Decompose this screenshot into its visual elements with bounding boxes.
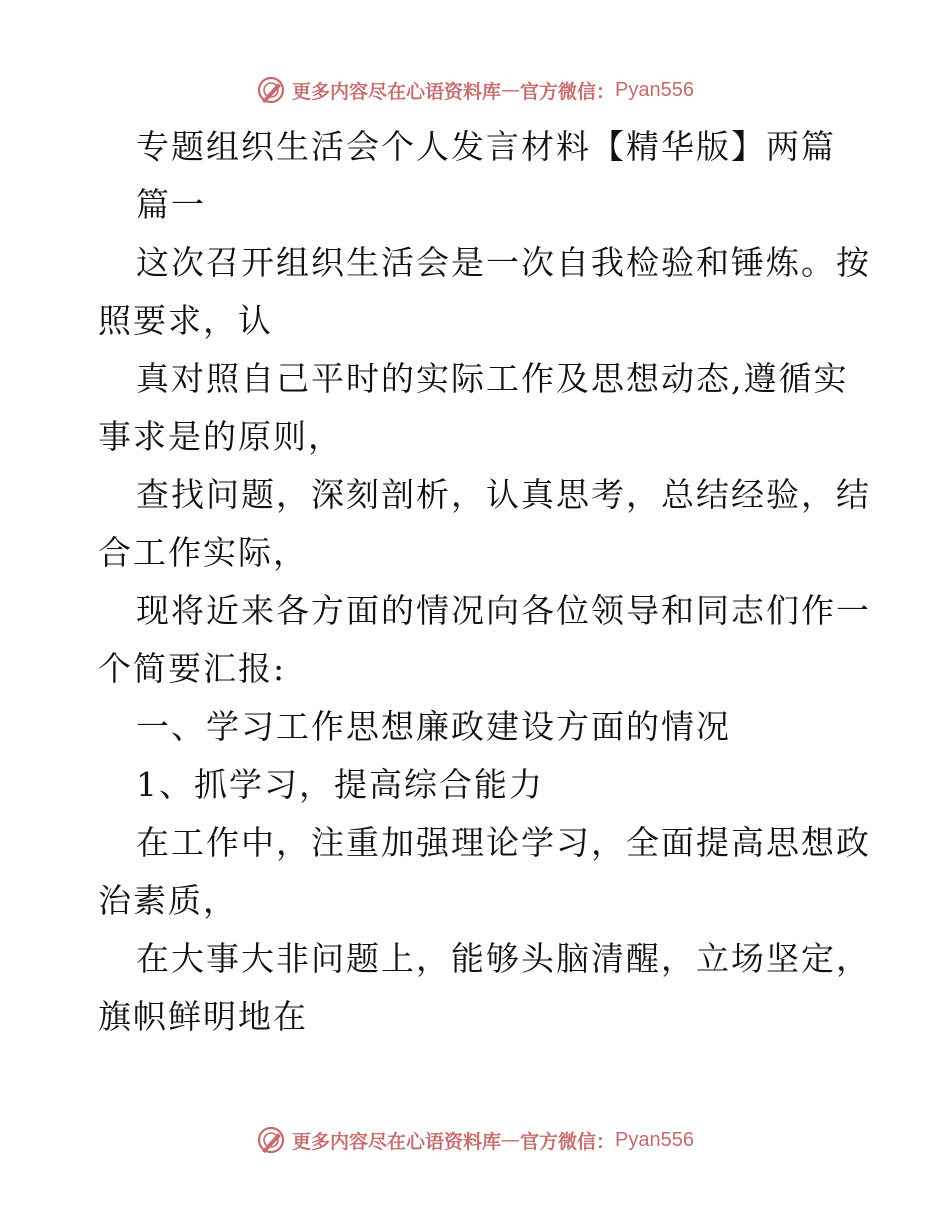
text-line: 查找问题，深刻剖析，认真思考，总结经验，结 [136, 475, 871, 514]
text-line: 一、学习工作思想廉政建设方面的情况 [136, 707, 731, 746]
text-line: 事求是的原则， [98, 417, 343, 456]
text-line: 照要求，认 [98, 301, 273, 340]
text-line: 篇一 [136, 185, 206, 224]
watermark-wechat-id: Pyan556 [615, 78, 694, 101]
pen-logo-icon [256, 75, 286, 105]
watermark-text: 更多内容尽在心语资料库 [292, 1130, 502, 1153]
text-line: 专题组织生活会个人发言材料【精华版】两篇 [136, 127, 836, 166]
footer-watermark [0, 1120, 950, 1160]
text-line: 真对照自己平时的实际工作及思想动态,遵循实 [136, 359, 849, 398]
text-line: 旗帜鲜明地在 [98, 997, 308, 1036]
text-line: 1、抓学习，提高综合能力 [136, 765, 544, 804]
text-line: 治素质， [98, 881, 238, 920]
watermark-wechat-id: Pyan556 [615, 1128, 694, 1151]
text-line: 合工作实际， [98, 533, 308, 572]
watermark-dash: — [501, 79, 521, 101]
pen-logo-icon [256, 1125, 286, 1155]
text-line: 在大事大非问题上，能够头脑清醒，立场坚定， [136, 939, 871, 978]
text-line: 在工作中，注重加强理论学习，全面提高思想政 [136, 823, 871, 862]
text-line: 现将近来各方面的情况向各位领导和同志们作一 [136, 591, 871, 630]
text-line: 这次召开组织生活会是一次自我检验和锤炼。按 [136, 243, 871, 282]
watermark-label: 官方微信： [520, 1130, 616, 1153]
header-watermark [0, 70, 950, 110]
document-body [98, 118, 871, 1046]
watermark-label: 官方微信： [520, 80, 616, 103]
watermark-dash: — [501, 1129, 521, 1151]
watermark-text: 更多内容尽在心语资料库 [292, 80, 502, 103]
text-line: 个简要汇报: [98, 649, 287, 688]
